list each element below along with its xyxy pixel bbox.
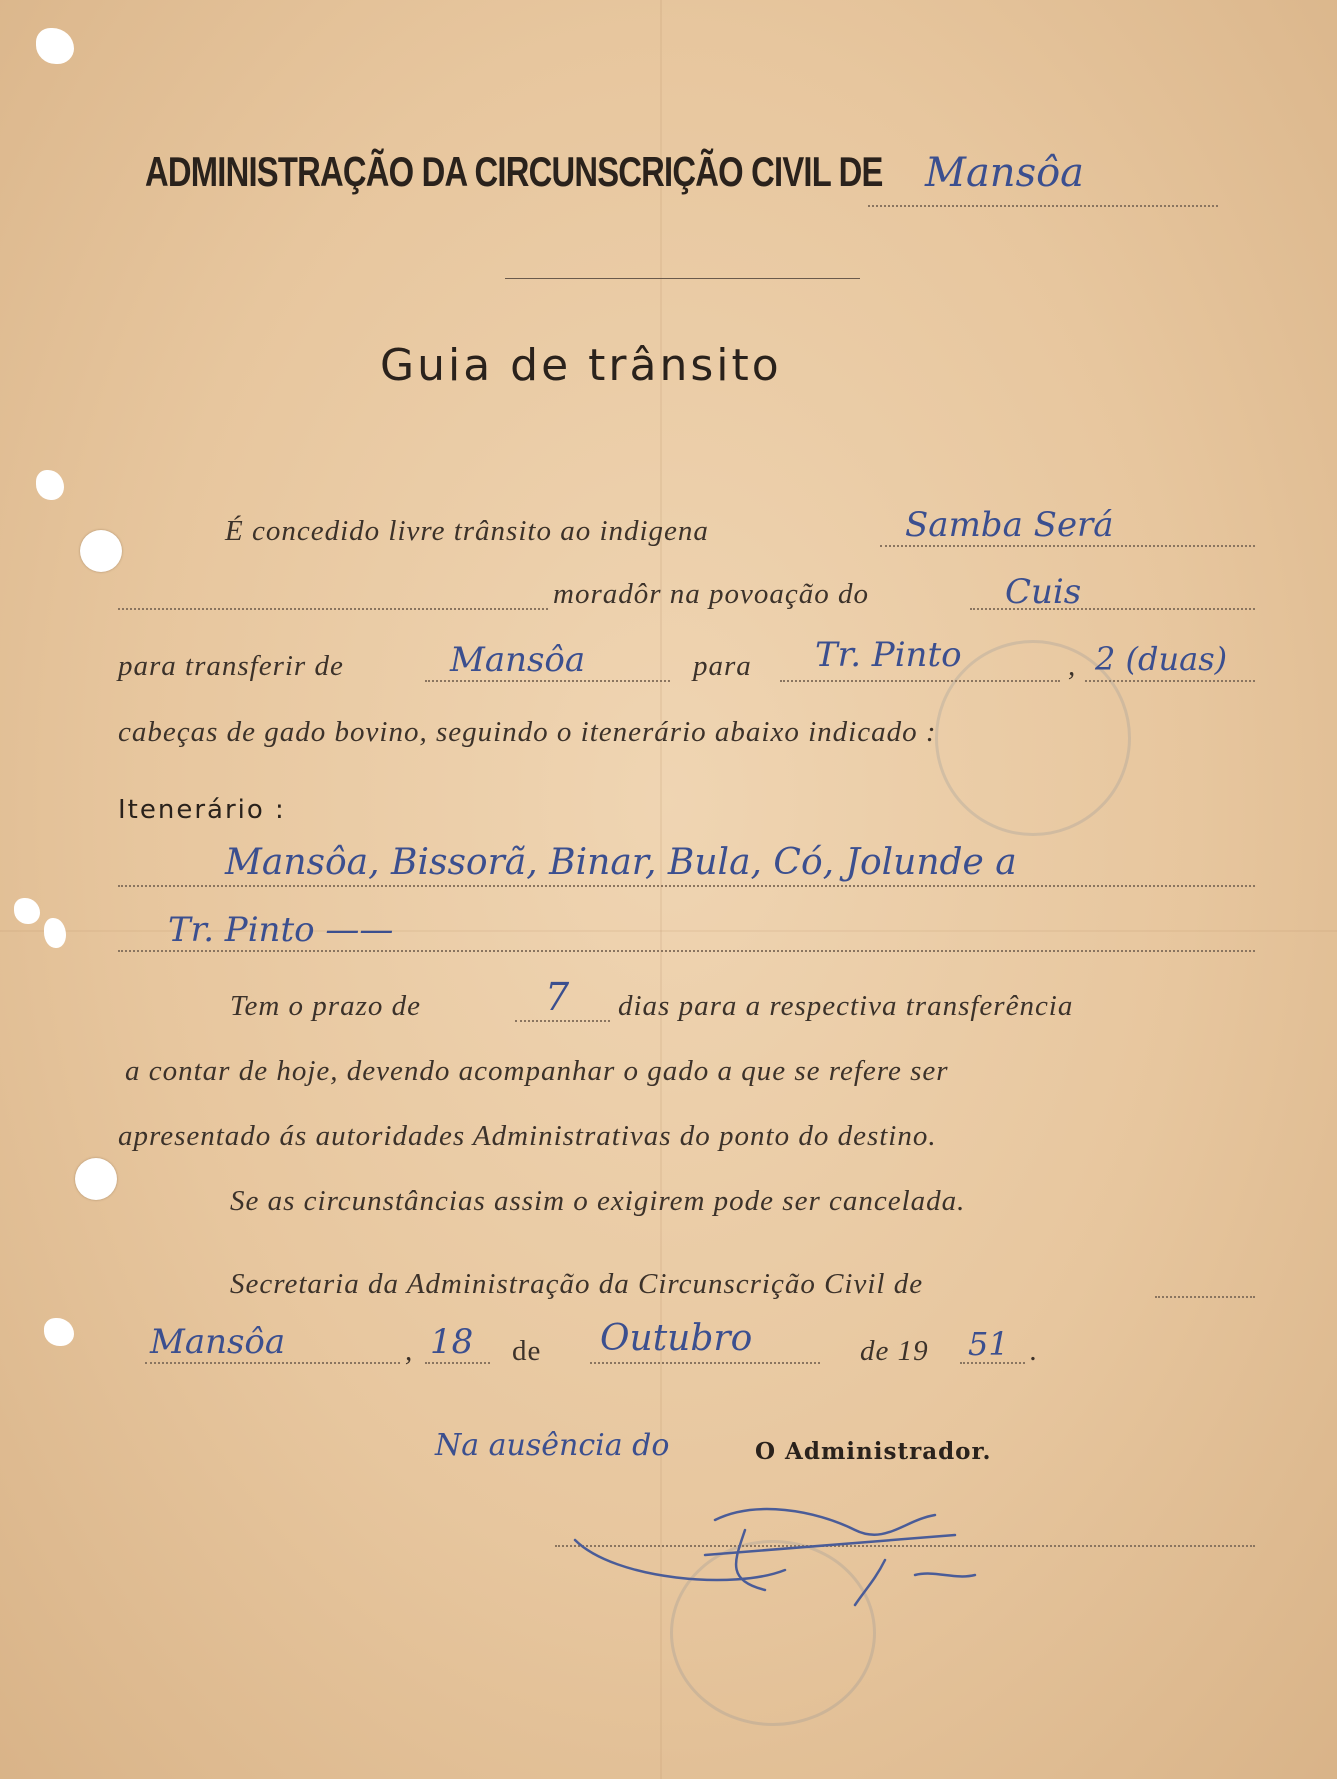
signature-handwritten-prefix: Na ausência do [435,1428,670,1463]
body-line-3-dots-from [425,680,670,682]
closing-handwritten-day: 18 [430,1322,474,1362]
body-line-3-handwritten-count: 2 (duas) [1095,640,1228,678]
closing-place-dots [145,1362,400,1364]
body-line-1-dots [880,545,1255,547]
paper-tear-left-2 [14,898,40,924]
closing-line-1-dots [1155,1296,1255,1298]
body-line-3-handwritten-to: Tr. Pinto [815,635,962,675]
body-line-3-dots-to [780,680,1060,682]
itinerary-handwritten-line-2: Tr. Pinto —— [168,910,394,950]
terms-line-1-b: dias para a respectiva transferência [618,990,1074,1022]
body-line-3-printed-a: para transferir de [118,650,344,682]
body-line-3-printed-comma: , [1068,650,1077,682]
body-line-2-printed: moradôr na povoação do [553,578,870,610]
closing-handwritten-month: Outubro [600,1318,753,1359]
header-printed: ADMINISTRAÇÃO DA CIRCUNSCRIÇÃO CIVIL DE [145,148,883,195]
body-line-3 [118,650,344,683]
closing-day-dots [425,1362,490,1364]
terms-line-3: apresentado ás autoridades Administrativas do ponto do destino. [118,1120,937,1152]
body-line-4: cabeças de gado bovino, seguindo o itenerário abaixo indicado : [118,716,937,748]
closing-comma: , [405,1335,414,1367]
closing-handwritten-year: 51 [968,1325,1009,1363]
itinerary-dots-2 [118,950,1255,952]
closing-de-1: de [512,1335,542,1367]
header-handwritten-place: Mansôa [925,150,1085,196]
page-title: Guia de trânsito [380,340,782,391]
body-line-2 [553,578,869,611]
body-line-3-dots-count [1085,680,1255,682]
header-dotted-line [868,205,1218,207]
closing-de-2: de 19 [860,1335,929,1367]
body-line-1-handwritten-name: Samba Será [905,505,1114,545]
itinerary-dots-1 [118,885,1255,887]
body-line-1-printed: É concedido livre trânsito ao indigena [225,515,709,547]
signature-scrawl [555,1480,1025,1610]
itinerary-handwritten-line-1: Mansôa, Bissorã, Binar, Bula, Có, Jolunde a [225,842,1017,883]
paper-tear-left-3 [44,918,66,948]
closing-line-1: Secretaria da Administração da Circunscrição Civil de [230,1268,924,1300]
body-line-3-handwritten-from: Mansôa [450,640,586,680]
terms-handwritten-days: 7 [545,975,570,1019]
closing-month-dots [590,1362,820,1364]
header-divider [505,278,860,279]
punch-hole-top [80,530,122,572]
terms-line-1-a: Tem o prazo de [230,990,421,1022]
paper-tear-left-4 [44,1318,74,1346]
body-line-2-dots-left [118,608,548,610]
closing-year-dots [960,1362,1025,1364]
terms-line-4: Se as circunstâncias assim o exigirem pode ser cancelada. [230,1185,966,1217]
punch-hole-bottom [75,1158,117,1200]
body-line-2-handwritten-village: Cuis [1005,572,1082,612]
signature-printed-title: O Administrador. [755,1438,992,1465]
paper-tear-left-1 [36,470,64,500]
body-line-1 [225,515,709,548]
terms-line-2: a contar de hoje, devendo acompanhar o gado a que se refere ser [125,1055,949,1087]
itinerary-label: Itenerário : [118,795,286,825]
paper-tear-top-left [36,28,74,64]
closing-handwritten-place: Mansôa [150,1322,286,1362]
closing-period: . [1030,1335,1039,1367]
body-line-3-printed-b: para [693,650,752,682]
terms-days-dots [515,1020,610,1022]
